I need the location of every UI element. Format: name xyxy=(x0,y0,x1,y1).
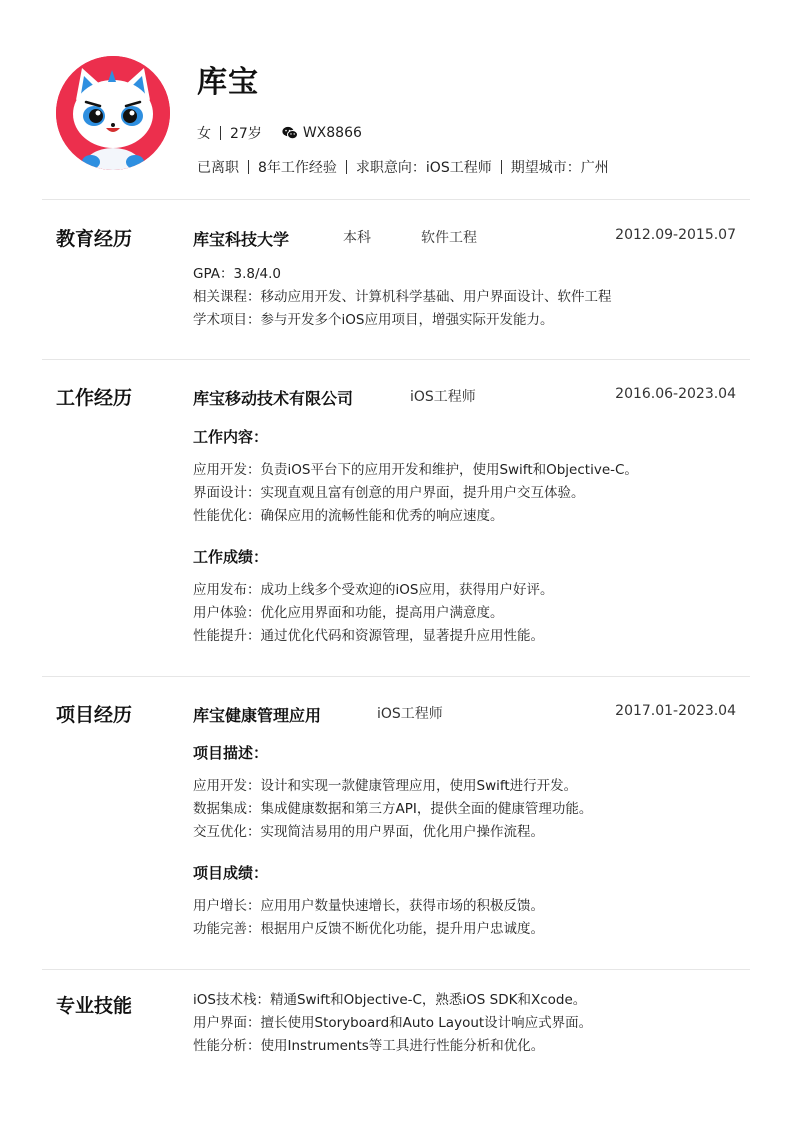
school-name: 库宝科技大学 xyxy=(193,230,290,249)
separator xyxy=(220,126,221,140)
list-item: 用户界面：擅长使用Storyboard和Auto Layout设计响应式界面。 xyxy=(193,1015,593,1031)
degree: 本科 xyxy=(343,230,371,246)
project-desc xyxy=(193,775,592,844)
wechat-contact xyxy=(282,125,362,141)
wechat-id: WX8866 xyxy=(302,125,362,141)
list-item: 应用发布：成功上线多个受欢迎的iOS应用，获得用户好评。 xyxy=(193,582,554,598)
avatar xyxy=(56,56,170,170)
job-intent: 求职意向：iOS工程师 xyxy=(355,160,492,176)
major: 软件工程 xyxy=(421,230,477,246)
expected-city: 期望城市：广州 xyxy=(510,160,609,176)
list-item: 性能分析：使用Instruments等工具进行性能分析和优化。 xyxy=(193,1038,545,1054)
education-details xyxy=(193,263,612,332)
list-item: 相关课程：移动应用开发、计算机科学基础、用户界面设计、软件工程 xyxy=(193,289,612,305)
project-desc-title: 项目描述： xyxy=(193,744,269,762)
work-content xyxy=(193,459,638,528)
work-achievements xyxy=(193,579,553,648)
list-item: 用户增长：应用用户数量快速增长，获得市场的积极反馈。 xyxy=(193,898,544,914)
candidate-name: 库宝 xyxy=(197,65,259,100)
work-achievements-title: 工作成绩： xyxy=(193,548,269,566)
section-title-work: 工作经历 xyxy=(56,387,133,409)
project-role: iOS工程师 xyxy=(377,706,443,722)
separator xyxy=(346,160,347,174)
basic-info xyxy=(197,124,362,142)
job-info xyxy=(197,158,609,176)
separator xyxy=(248,160,249,174)
list-item: 数据集成：集成健康数据和第三方API，提供全面的健康管理功能。 xyxy=(193,801,593,817)
education-date: 2012.09-2015.07 xyxy=(615,227,736,243)
list-item: 性能优化：确保应用的流畅性能和优秀的响应速度。 xyxy=(193,508,504,524)
work-content-title: 工作内容： xyxy=(193,428,269,446)
section-title-skills: 专业技能 xyxy=(56,995,133,1017)
divider xyxy=(42,359,750,360)
work-date: 2016.06-2023.04 xyxy=(615,386,736,402)
project-results-title: 项目成绩： xyxy=(193,864,269,882)
divider xyxy=(42,676,750,677)
list-item: 应用开发：设计和实现一款健康管理应用，使用Swift进行开发。 xyxy=(193,778,578,794)
experience-years: 8年工作经验 xyxy=(258,160,337,176)
work-role: iOS工程师 xyxy=(410,389,476,405)
separator xyxy=(501,160,502,174)
list-item: 学术项目：参与开发多个iOS应用项目，增强实际开发能力。 xyxy=(193,312,554,328)
divider xyxy=(42,969,750,970)
list-item: 交互优化：实现简洁易用的用户界面，优化用户操作流程。 xyxy=(193,824,544,840)
age: 27岁 xyxy=(230,126,262,142)
employment-status: 已离职 xyxy=(197,160,239,176)
list-item: 性能提升：通过优化代码和资源管理，显著提升应用性能。 xyxy=(193,628,544,644)
divider xyxy=(42,199,750,200)
project-results xyxy=(193,895,544,941)
list-item: 用户体验：优化应用界面和功能，提高用户满意度。 xyxy=(193,605,504,621)
section-title-project: 项目经历 xyxy=(56,704,133,726)
list-item: 功能完善：根据用户反馈不断优化功能，提升用户忠诚度。 xyxy=(193,921,544,937)
wechat-icon xyxy=(282,126,298,140)
skills-list xyxy=(193,989,592,1058)
list-item: GPA：3.8/4.0 xyxy=(193,266,281,282)
company-name: 库宝移动技术有限公司 xyxy=(193,389,354,408)
list-item: iOS技术栈：精通Swift和Objective-C，熟悉iOS SDK和Xcode。 xyxy=(193,992,587,1008)
cartoon-cat-avatar-icon xyxy=(56,56,170,170)
list-item: 应用开发：负责iOS平台下的应用开发和维护，使用Swift和Objective-C。 xyxy=(193,462,638,478)
list-item: 界面设计：实现直观且富有创意的用户界面，提升用户交互体验。 xyxy=(193,485,585,501)
project-name: 库宝健康管理应用 xyxy=(193,706,322,725)
gender: 女 xyxy=(197,126,211,142)
project-date: 2017.01-2023.04 xyxy=(615,703,736,719)
section-title-education: 教育经历 xyxy=(56,228,133,250)
